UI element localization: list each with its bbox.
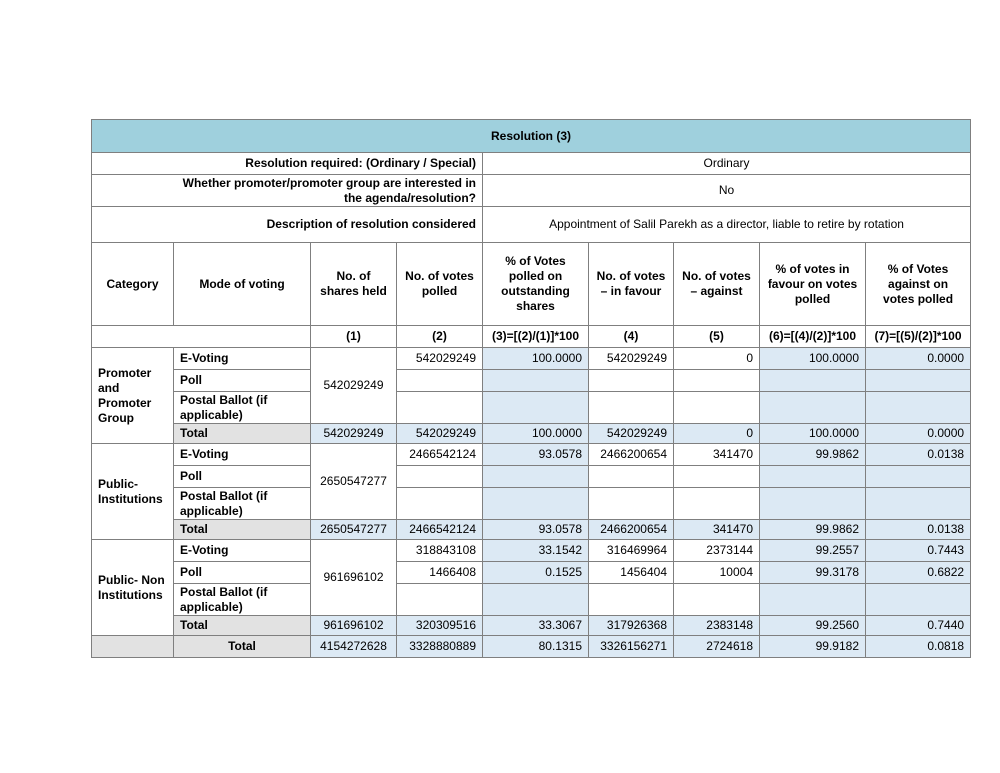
pct-polled-cell: 80.1315	[483, 636, 589, 658]
pct-against-cell	[866, 584, 971, 616]
resolution-type-value: Ordinary	[483, 153, 971, 175]
shares-held-cell: 961696102	[311, 616, 397, 636]
votes-favour-cell	[589, 488, 674, 520]
resolution-type-label: Resolution required: (Ordinary / Special)	[92, 153, 483, 175]
pct-against-cell	[866, 466, 971, 488]
votes-against-cell: 0	[674, 348, 760, 370]
table-row	[92, 348, 971, 370]
col-header-category: Category	[92, 243, 174, 326]
pct-favour-cell: 99.2557	[760, 540, 866, 562]
votes-favour-cell: 3326156271	[589, 636, 674, 658]
pct-polled-cell: 100.0000	[483, 424, 589, 444]
total-label: Total	[174, 424, 311, 444]
mode-cell: Poll	[174, 466, 311, 488]
votes-against-cell: 2383148	[674, 616, 760, 636]
votes-against-cell	[674, 392, 760, 424]
pct-polled-cell	[483, 466, 589, 488]
pct-polled-cell: 100.0000	[483, 348, 589, 370]
mode-cell: Postal Ballot (if applicable)	[174, 488, 311, 520]
total-label: Total	[174, 616, 311, 636]
shares-held-cell: 542029249	[311, 348, 397, 424]
pct-favour-cell: 99.2560	[760, 616, 866, 636]
votes-against-cell: 10004	[674, 562, 760, 584]
formula-cell: (7)=[(5)/(2)]*100	[866, 326, 971, 348]
votes-favour-cell	[589, 370, 674, 392]
votes-favour-cell: 316469964	[589, 540, 674, 562]
votes-favour-cell: 317926368	[589, 616, 674, 636]
col-header-shares-held: No. of shares held	[311, 243, 397, 326]
table-row	[92, 466, 971, 488]
pct-favour-cell	[760, 392, 866, 424]
pct-polled-cell: 0.1525	[483, 562, 589, 584]
votes-against-cell	[674, 488, 760, 520]
formula-cell: (1)	[311, 326, 397, 348]
description-value: Appointment of Salil Parekh as a director, liable to retire by rotation	[483, 207, 971, 243]
col-header-mode: Mode of voting	[174, 243, 311, 326]
total-label: Total	[174, 520, 311, 540]
table-row	[92, 488, 971, 520]
pct-favour-cell	[760, 370, 866, 392]
pct-favour-cell	[760, 466, 866, 488]
votes-favour-cell	[589, 392, 674, 424]
votes-favour-cell: 542029249	[589, 424, 674, 444]
pct-favour-cell: 99.9862	[760, 520, 866, 540]
shares-held-cell: 961696102	[311, 540, 397, 616]
col-header-votes-against: No. of votes – against	[674, 243, 760, 326]
description-label: Description of resolution considered	[92, 207, 483, 243]
votes-favour-cell: 2466200654	[589, 520, 674, 540]
category-cell: Promoter and Promoter Group	[92, 348, 174, 444]
col-header-pct-polled: % of Votes polled on outstanding shares	[483, 243, 589, 326]
votes-polled-cell: 542029249	[397, 348, 483, 370]
votes-polled-cell	[397, 370, 483, 392]
pct-favour-cell: 99.3178	[760, 562, 866, 584]
votes-favour-cell	[589, 466, 674, 488]
total-row	[92, 520, 971, 540]
votes-polled-cell	[397, 466, 483, 488]
pct-favour-cell: 99.9182	[760, 636, 866, 658]
votes-against-cell: 341470	[674, 520, 760, 540]
table-row	[92, 584, 971, 616]
pct-favour-cell: 100.0000	[760, 348, 866, 370]
formula-cell: (3)=[(2)/(1)]*100	[483, 326, 589, 348]
votes-against-cell: 2724618	[674, 636, 760, 658]
pct-polled-cell: 93.0578	[483, 444, 589, 466]
shares-held-cell: 4154272628	[311, 636, 397, 658]
votes-polled-cell: 318843108	[397, 540, 483, 562]
formula-cell: (4)	[589, 326, 674, 348]
shares-held-cell: 2650547277	[311, 520, 397, 540]
pct-against-cell: 0.7443	[866, 540, 971, 562]
votes-favour-cell: 2466200654	[589, 444, 674, 466]
total-row	[92, 424, 971, 444]
pct-polled-cell	[483, 370, 589, 392]
pct-against-cell: 0.0138	[866, 444, 971, 466]
grand-total-spacer	[92, 636, 174, 658]
promoter-interest-label: Whether promoter/promoter group are interested in the agenda/resolution?	[92, 175, 483, 207]
col-header-pct-favour: % of votes in favour on votes polled	[760, 243, 866, 326]
votes-polled-cell	[397, 488, 483, 520]
votes-polled-cell: 2466542124	[397, 520, 483, 540]
pct-polled-cell	[483, 488, 589, 520]
votes-polled-cell: 542029249	[397, 424, 483, 444]
votes-polled-cell	[397, 392, 483, 424]
votes-against-cell: 0	[674, 424, 760, 444]
formula-cell: (2)	[397, 326, 483, 348]
pct-against-cell: 0.0000	[866, 348, 971, 370]
votes-polled-cell: 1466408	[397, 562, 483, 584]
formula-spacer	[92, 326, 311, 348]
votes-polled-cell: 2466542124	[397, 444, 483, 466]
mode-cell: Poll	[174, 562, 311, 584]
formula-cell: (5)	[674, 326, 760, 348]
pct-against-cell: 0.7440	[866, 616, 971, 636]
pct-against-cell	[866, 392, 971, 424]
col-header-pct-against: % of Votes against on votes polled	[866, 243, 971, 326]
grand-total-label: Total	[174, 636, 311, 658]
mode-cell: E-Voting	[174, 540, 311, 562]
pct-favour-cell: 100.0000	[760, 424, 866, 444]
formula-cell: (6)=[(4)/(2)]*100	[760, 326, 866, 348]
mode-cell: Poll	[174, 370, 311, 392]
category-cell: Public- Non Institutions	[92, 540, 174, 636]
votes-against-cell: 2373144	[674, 540, 760, 562]
table-row	[92, 562, 971, 584]
pct-against-cell	[866, 488, 971, 520]
resolution-title: Resolution (3)	[92, 120, 971, 153]
mode-cell: E-Voting	[174, 444, 311, 466]
pct-favour-cell	[760, 584, 866, 616]
votes-against-cell	[674, 466, 760, 488]
table-row	[92, 444, 971, 466]
pct-against-cell	[866, 370, 971, 392]
votes-favour-cell: 1456404	[589, 562, 674, 584]
votes-polled-cell	[397, 584, 483, 616]
table-row	[92, 540, 971, 562]
votes-favour-cell	[589, 584, 674, 616]
col-header-votes-favour: No. of votes – in favour	[589, 243, 674, 326]
pct-favour-cell: 99.9862	[760, 444, 866, 466]
table-row	[92, 392, 971, 424]
pct-polled-cell: 33.3067	[483, 616, 589, 636]
pct-favour-cell	[760, 488, 866, 520]
pct-polled-cell	[483, 584, 589, 616]
shares-held-cell: 542029249	[311, 424, 397, 444]
pct-against-cell: 0.0818	[866, 636, 971, 658]
votes-polled-cell: 3328880889	[397, 636, 483, 658]
total-row	[92, 616, 971, 636]
mode-cell: Postal Ballot (if applicable)	[174, 392, 311, 424]
mode-cell: E-Voting	[174, 348, 311, 370]
votes-favour-cell: 542029249	[589, 348, 674, 370]
table-row	[92, 370, 971, 392]
votes-against-cell	[674, 370, 760, 392]
pct-against-cell: 0.0000	[866, 424, 971, 444]
col-header-votes-polled: No. of votes polled	[397, 243, 483, 326]
votes-against-cell: 341470	[674, 444, 760, 466]
votes-against-cell	[674, 584, 760, 616]
category-cell: Public- Institutions	[92, 444, 174, 540]
mode-cell: Postal Ballot (if applicable)	[174, 584, 311, 616]
pct-polled-cell: 33.1542	[483, 540, 589, 562]
promoter-interest-value: No	[483, 175, 971, 207]
pct-against-cell: 0.6822	[866, 562, 971, 584]
shares-held-cell: 2650547277	[311, 444, 397, 520]
pct-polled-cell: 93.0578	[483, 520, 589, 540]
pct-polled-cell	[483, 392, 589, 424]
pct-against-cell: 0.0138	[866, 520, 971, 540]
votes-polled-cell: 320309516	[397, 616, 483, 636]
grand-total-row	[92, 636, 971, 658]
resolution-table	[91, 119, 971, 658]
